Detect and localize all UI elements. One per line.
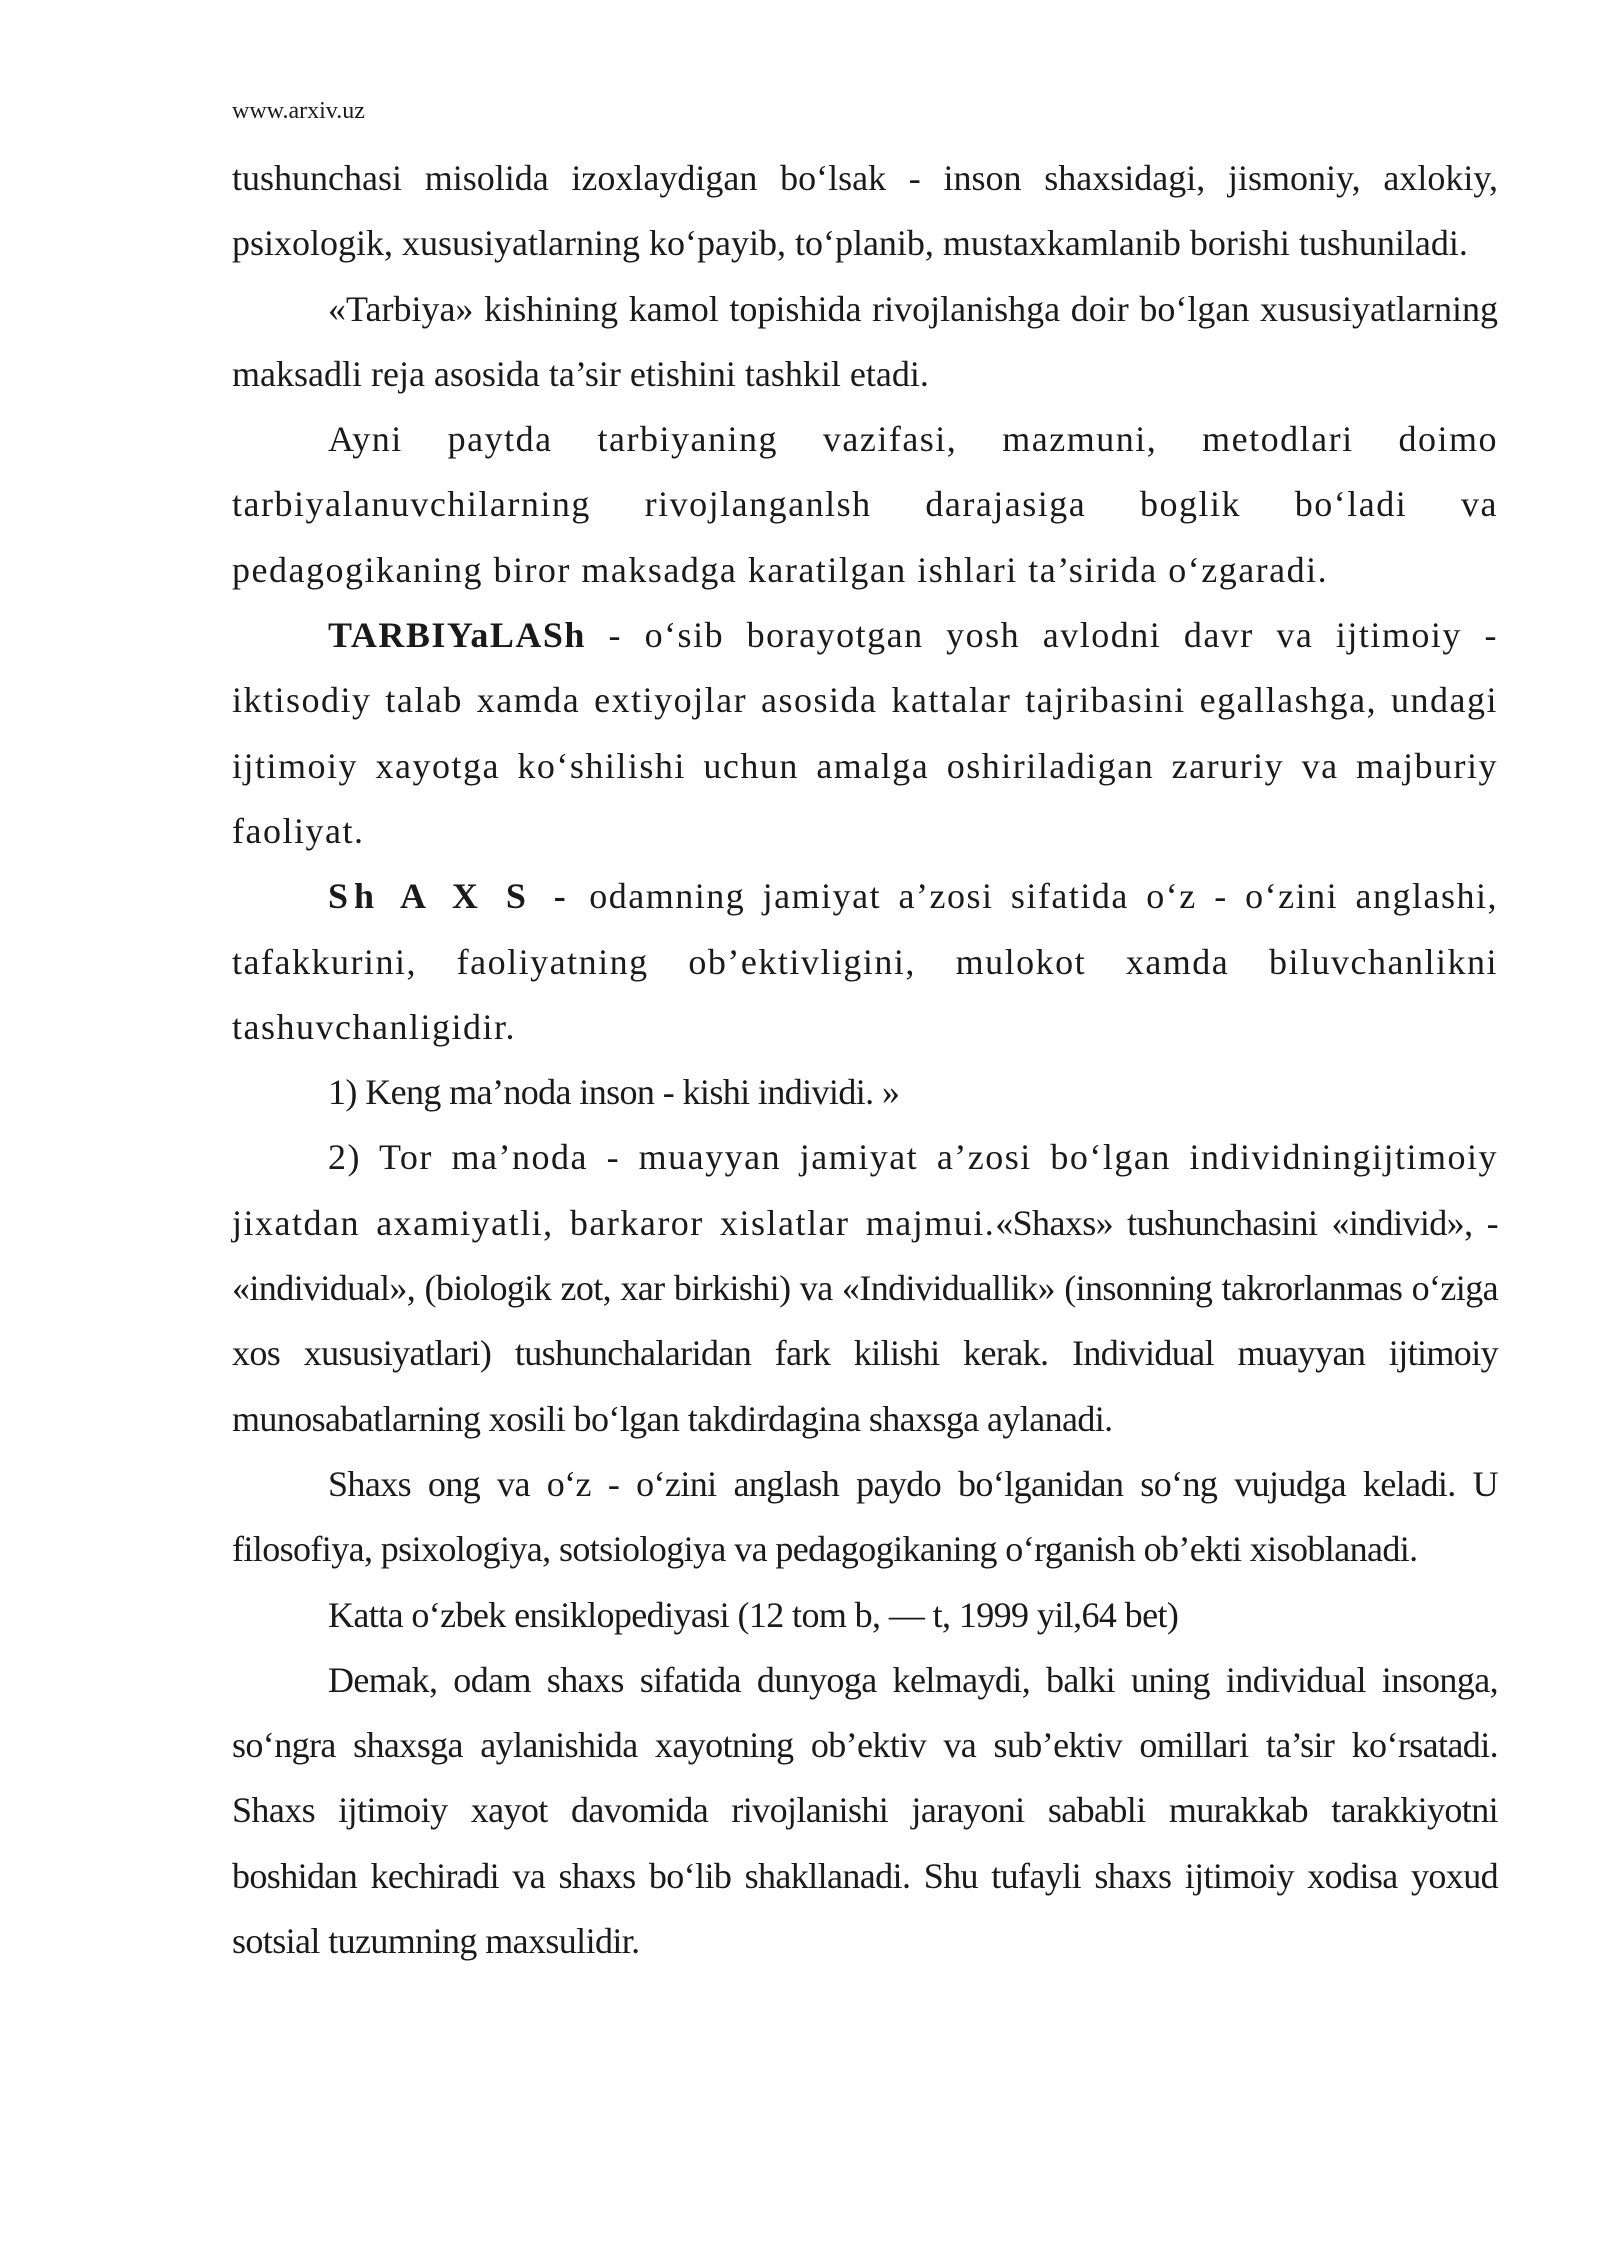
term-tarbiyalash: TARBIYaLASh	[328, 615, 586, 656]
paragraph-shaxs	[232, 864, 1498, 1060]
definition-shaxs: odamning jamiyat a’zosi sifatida o‘z - o‘zini anglashi, tafakkurini, faoliyatning ob’ektivligini, mulokot xamda biluvchanlikni tashuvchanligidir.	[232, 876, 1498, 1047]
paragraph-keng-manoda: 1) Keng ma’noda inson - kishi individi. »	[328, 1072, 900, 1113]
paragraph-tor-manoda	[232, 1125, 1498, 1386]
term-shaxs: Sh A X S -	[328, 876, 572, 917]
document-body	[232, 146, 1498, 1974]
paragraph-1: tushunchasi misolida izoxlaydigan bo‘lsak - inson shaxsidagi, jismoniy, axlokiy, psixologik, xususiyatlarning ko‘payib, to‘planib, mustaxkamlanib borishi tushuniladi.	[232, 158, 1498, 264]
paragraph-demak: Demak, odam shaxs sifatida dunyoga kelmaydi, balki uning individual insonga, so‘ngra shaxsga aylanishida xayotning ob’ektiv va sub’ektiv omillari ta’sir ko‘rsatadi. Shaxs ijtimoiy xayot davomida rivojlanishi jarayoni sababli murakkab tarakkiyotni boshidan kechiradi va shaxs bo‘lib shakllanadi. Shu tufayli shaxs ijtimoiy xodisa yoxud sotsial tuzumning maxsulidir.	[232, 1659, 1498, 1962]
shaxs-concept-text: «Shaxs» tushunchasini «individ», - «individual», (biologik zot, xar birkishi) va «Individuallik» (insonning takrorlanmas o‘ziga xos xususiyatlari) tushunchalaridan fark kilishi kerak. Individual muayyan ijtimoiy	[232, 1202, 1499, 1374]
paragraph-citation: Katta o‘zbek ensiklopediyasi (12 tom b, — t, 1999 yil,64 bet)	[328, 1594, 1179, 1635]
tor-manoda-text: 2) Tor ma’noda - muayyan jamiyat a’zosi bo‘lgan individningijtimoiy jixatdan axamiyatli, barkaror xislatlar majmui.	[232, 1137, 1498, 1243]
paragraph-tarbiyalash	[232, 603, 1498, 864]
site-url: www.arxiv.uz	[232, 98, 365, 124]
paragraph-2: «Tarbiya» kishining kamol topishida rivojlanishga doir bo‘lgan xususiyatlarning maksadli reja asosida ta’sir etishini tashkil etadi.	[232, 288, 1498, 394]
paragraph-shaxs-ong: Shaxs ong va o‘z - o‘zini anglash paydo bo‘lganidan so‘ng vujudga keladi. U filosofiya, psixologiya, sotsiologiya va pedagogikaning o‘rganish ob’ekti xisoblanadi.	[232, 1463, 1498, 1570]
paragraph-tor-manoda-tail: munosabatlarning xosili bo‘lgan takdirdagina shaxsga aylanadi.	[232, 1398, 1113, 1439]
definition-tarbiyalash: - o‘sib borayotgan yosh avlodni davr va ijtimoiy -iktisodiy talab xamda extiyojlar asosida kattalar tajribasini egallashga, undagi ijtimoiy xayotga ko‘shilishi uchun amalga oshiriladigan zaruriy va majburiy faoliyat.	[232, 615, 1498, 851]
paragraph-3: Ayni paytda tarbiyaning vazifasi, mazmuni, metodlari doimo tarbiyalanuvchilarning rivojlanganlsh darajasiga boglik bo‘ladi va pedagogikaning biror maksadga karatilgan ishlari ta’sirida o‘zgaradi.	[232, 419, 1498, 590]
